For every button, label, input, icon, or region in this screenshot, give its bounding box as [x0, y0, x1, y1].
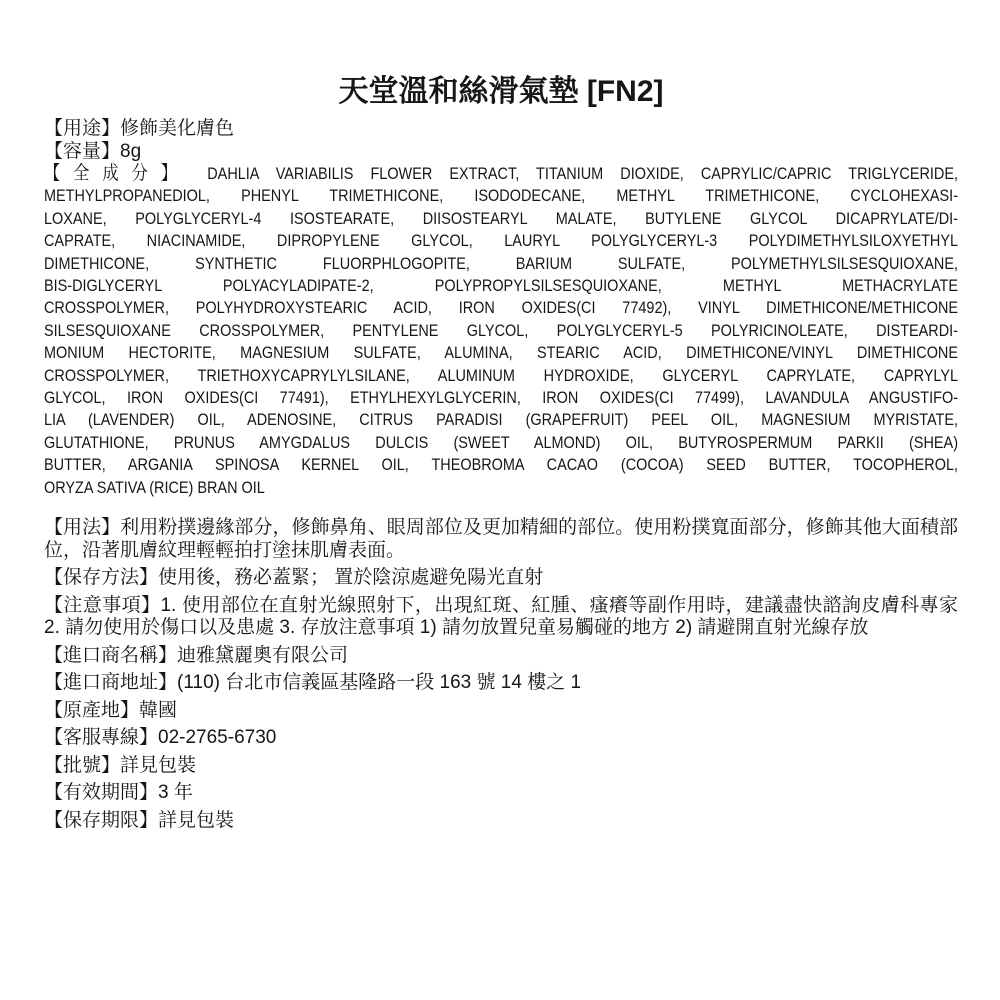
- ingredients-line: GLUTATHIONE, PRUNUS AMYGDALUS DULCIS (SWEET ALMOND) OIL, BUTYROSPERMUM PARKII (SHEA): [44, 432, 959, 452]
- ingredients-line: DIMETHICONE, SYNTHETIC FLUORPHLOGOPITE, BARIUM SULFATE, POLYMETHYLSILSESQUIOXANE,: [44, 253, 959, 273]
- ingredients-line: BUTTER, ARGANIA SPINOSA KERNEL OIL, THEOBROMA CACAO (COCOA) SEED BUTTER, TOCOPHEROL,: [44, 455, 959, 475]
- field-origin-label: 【原產地】: [44, 699, 140, 721]
- ingredients-line: MONIUM HECTORITE, MAGNESIUM SULFATE, ALUMINA, STEARIC ACID, DIMETHICONE/VINYL DIMETHICONE: [44, 343, 959, 363]
- field-importer-address: [44, 672, 958, 695]
- field-ingredients: [44, 163, 958, 499]
- field-precautions: [44, 595, 958, 640]
- field-usage-label: 【用法】: [44, 517, 121, 539]
- field-capacity-label: 【容量】: [44, 140, 121, 162]
- field-purpose-label: 【用途】: [44, 118, 121, 139]
- field-shelf-life-label: 【保存期限】: [44, 809, 159, 831]
- field-storage-method-label: 【保存方法】: [44, 567, 159, 589]
- field-importer-address-label: 【進口商地址】: [44, 672, 178, 694]
- field-usage-value: 利用粉撲邊緣部分，修飾鼻角、眼周部位及更加精細的部位。使用粉撲寬面部分，修飾其他大面積部位，沿著肌膚紋理輕輕拍打塗抹肌膚表面。: [44, 517, 958, 561]
- ingredients-line: SILSESQUIOXANE CROSSPOLYMER, PENTYLENE GLYCOL, POLYGLYCERYL-5 POLYRICINOLEATE, DISTEARDI-: [44, 320, 959, 340]
- field-service-hotline: [44, 727, 958, 750]
- ingredients-line: GLYCOL, IRON OXIDES(CI 77491), ETHYLHEXYLGLYCERIN, IRON OXIDES(CI 77499), LAVANDULA ANGUSTIFO-: [44, 388, 959, 408]
- field-origin: [44, 700, 958, 723]
- field-shelf-life: [44, 810, 958, 833]
- ingredients-line: LOXANE, POLYGLYCERYL-4 ISOSTEARATE, DIISOSTEARYL MALATE, BUTYLENE GLYCOL DICAPRYLATE/DI-: [44, 208, 959, 228]
- field-shelf-life-value: 詳見包裝: [158, 809, 235, 831]
- field-importer-address-value: (110) 台北市信義區基隆路一段 163 號 14 樓之 1: [177, 672, 582, 694]
- field-usage: [44, 517, 958, 562]
- ingredients-line: CROSSPOLYMER, POLYHYDROXYSTEARIC ACID, IRON OXIDES(CI 77492), VINYL DIMETHICONE/METHICONE: [44, 298, 959, 318]
- ingredients-line: ORYZA SATIVA (RICE) BRAN OIL: [44, 477, 265, 497]
- field-service-hotline-value: 02-2765-6730: [158, 727, 277, 749]
- field-importer-name: [44, 645, 958, 668]
- field-validity-period: [44, 782, 958, 805]
- ingredients-line: METHYLPROPANEDIOL, PHENYL TRIMETHICONE, ISODODECANE, METHYL TRIMETHICONE, CYCLOHEXASI-: [44, 186, 959, 206]
- field-capacity-value: 8g: [120, 140, 142, 162]
- field-importer-name-value: 迪雅黛麗奧有限公司: [177, 644, 349, 666]
- product-title: 天堂溫和絲滑氣墊 [FN2]: [338, 75, 664, 108]
- field-ingredients-label: 【全成分】: [44, 163, 191, 184]
- ingredients-line: CROSSPOLYMER, TRIETHOXYCAPRYLYLSILANE, ALUMINUM HYDROXIDE, GLYCERYL CAPRYLATE, CAPRYLYL: [44, 365, 959, 385]
- field-origin-value: 韓國: [139, 699, 178, 721]
- ingredients-line: [44, 163, 958, 185]
- field-precautions-label: 【注意事項】: [44, 594, 161, 616]
- field-storage-method-value: 使用後，務必蓋緊； 置於陰涼處避免陽光直射: [158, 567, 544, 589]
- field-validity-period-value: 3 年: [158, 782, 193, 804]
- field-capacity: [44, 141, 958, 164]
- field-validity-period-label: 【有效期間】: [44, 782, 159, 804]
- ingredients-line: CAPRATE, NIACINAMIDE, DIPROPYLENE GLYCOL, LAURYL POLYGLYCERYL-3 POLYDIMETHYLSILOXYETHYL: [44, 231, 959, 251]
- field-service-hotline-label: 【客服專線】: [44, 727, 159, 749]
- field-storage-method: [44, 567, 958, 590]
- field-batch-number: [44, 755, 958, 778]
- field-batch-number-label: 【批號】: [44, 754, 121, 776]
- field-batch-number-value: 詳見包裝: [120, 754, 197, 776]
- field-precautions-value: 1. 使用部位在直射光線照射下，出現紅斑、紅腫、瘙癢等副作用時，建議盡快諮詢皮膚科專家 2. 請勿使用於傷口以及患處 3. 存放注意事項 1) 請勿放置兒童易觸碰的地方 2) 請避開直射光線存放: [44, 594, 958, 639]
- field-purpose: [44, 118, 958, 141]
- ingredients-line: LIA (LAVENDER) OIL, ADENOSINE, CITRUS PARADISI (GRAPEFRUIT) PEEL OIL, MAGNESIUM MYRISTATE,: [44, 410, 959, 430]
- field-purpose-value: 修飾美化膚色: [120, 118, 235, 139]
- ingredients-line: BIS-DIGLYCERYL POLYACYLADIPATE-2, POLYPROPYLSILSESQUIOXANE, METHYL METHACRYLATE: [44, 276, 959, 296]
- field-importer-name-label: 【進口商名稱】: [44, 644, 178, 666]
- ingredients-line-text: DAHLIA VARIABILIS FLOWER EXTRACT, TITANIUM DIOXIDE, CAPRYLIC/CAPRIC TRIGLYCERIDE,: [207, 164, 959, 183]
